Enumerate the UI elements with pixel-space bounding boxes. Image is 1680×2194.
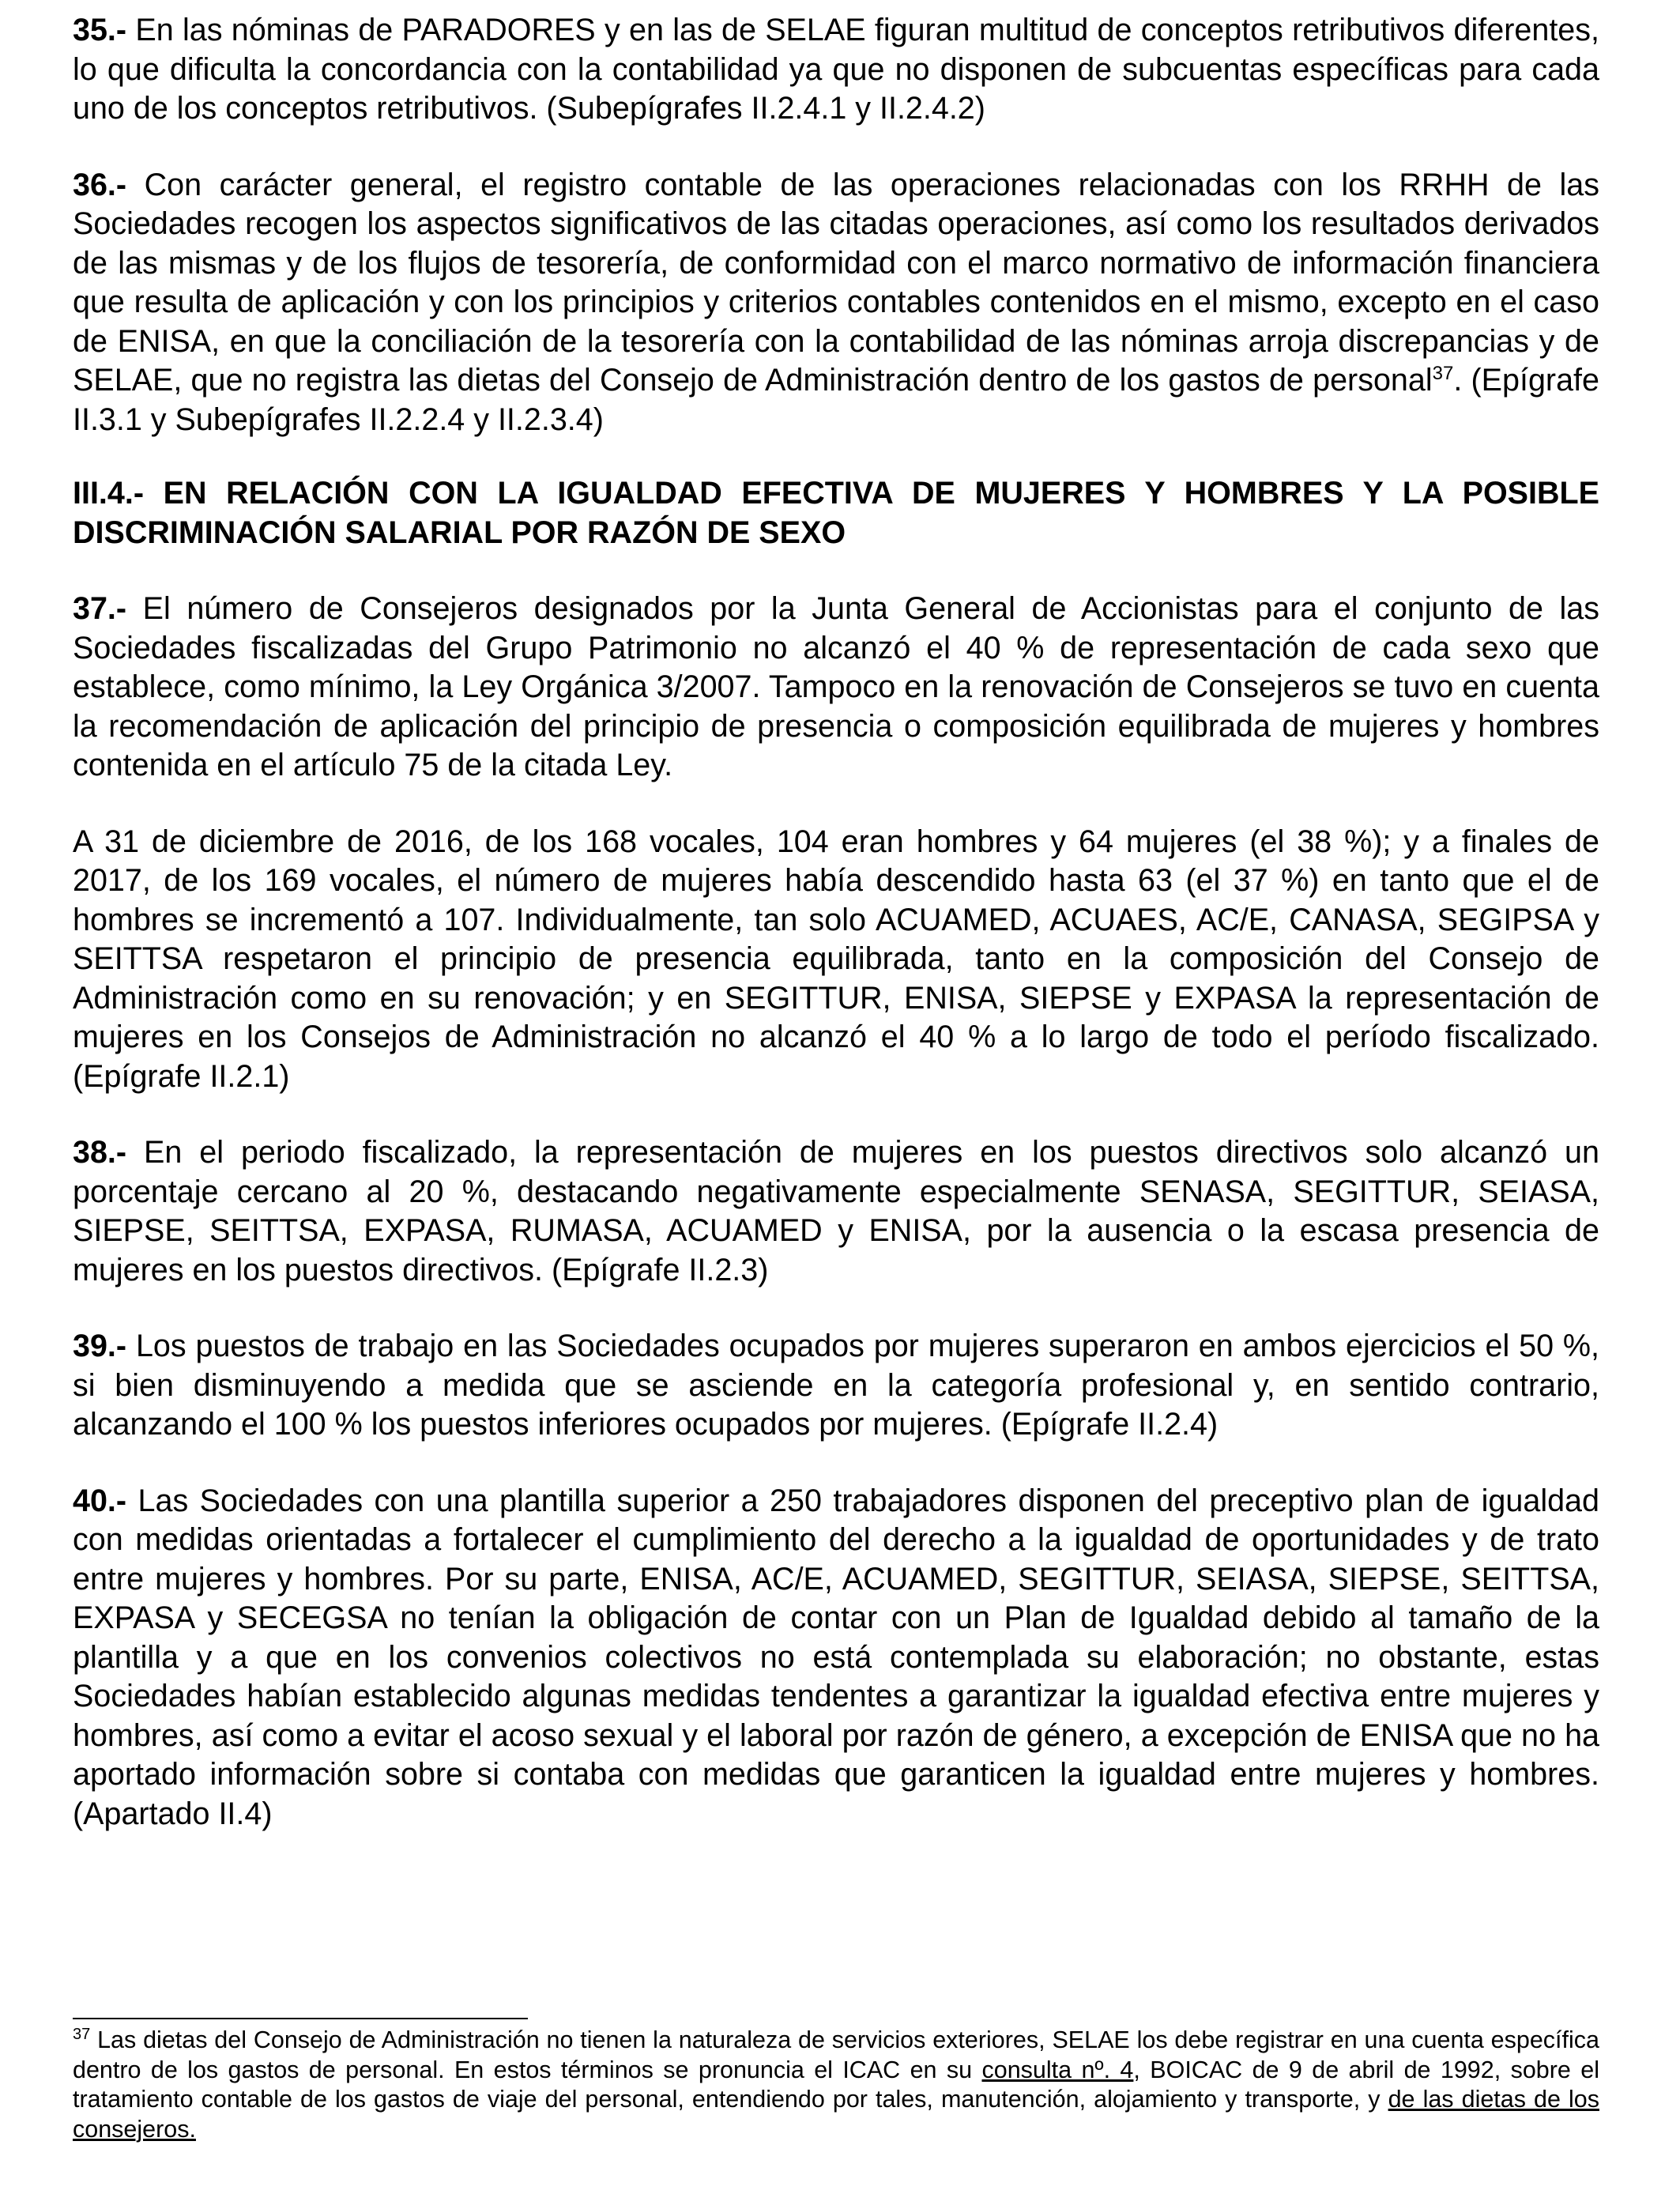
paragraph-number: 35.- [73, 13, 127, 47]
paragraph-number: 38.- [73, 1135, 127, 1170]
paragraph-text: Las Sociedades con una plantilla superior a 250 trabajadores disponen del preceptivo plan de igualdad con medidas orientadas a fortalecer el cumplimiento del derecho a la igualdad de oportunidades y de trato entre mujeres y hombres. Por su parte, ENISA, AC/E, ACUAMED, SEGITTUR, SEIASA, SIEPSE, SEITTSA, EXPASA y SECEGSA no tenían la obligación de contar con un Plan de Igualdad debido al tamaño de la plantilla y a que en los convenios colectivos no está contemplada su elaboración; no obstante, estas Sociedades habían establecido algunas medidas tendentes a garantizar la igualdad efectiva entre mujeres y hombres, así como a evitar el acoso sexual y el laboral por razón de género, a excepción de ENISA que no ha aportado información sobre si contaba con medidas que garanticen la igualdad entre mujeres y hombres. (Apartado II.4) [73, 1483, 1599, 1831]
paragraph-text: Los puestos de trabajo en las Sociedades ocupados por mujeres superaron en ambos ejercicios el 50 %, si bien disminuyendo a medida que se asciende en la categoría profesional y, en sentido contrario, alcanzando el 100 % los puestos inferiores ocupados por mujeres. (Epígrafe II.2.4) [73, 1329, 1599, 1442]
footnote-text: Las dietas del Consejo de Administración no tienen la naturaleza de servicios exteriores, SELAE los debe registrar en una cuenta específica dentro de los gastos de personal. En estos términos se pronuncia el ICAC en su [73, 2026, 1599, 2083]
footnote-text-continued: , BOICAC de 9 de abril de 1992, sobre el tratamiento contable de los gastos de viaje del personal, entendiendo por tales, manutención, alojamiento y transporte, y [73, 2056, 1600, 2113]
section-heading: III.4.- EN RELACIÓN CON LA IGUALDAD EFECTIVA DE MUJERES Y HOMBRES Y LA POSIBLE DISCRIMINACIÓN SALARIAL POR RAZÓN DE SEXO [73, 476, 1599, 550]
footnote-number: 37 [73, 2025, 91, 2043]
footnote-37 [73, 2026, 1599, 2144]
paragraph-number: 39.- [73, 1329, 127, 1363]
paragraph-text: El número de Consejeros designados por la Junta General de Accionistas para el conjunto de las Sociedades fiscalizadas del Grupo Patrimonio no alcanzó el 40 % de representación de cada sexo que establece, como mínimo, la Ley Orgánica 3/2007. Tampoco en la renovación de Consejeros se tuvo en cuenta la recomendación de aplicación del principio de presencia o composición equilibrada de mujeres y hombres contenida en el artículo 75 de la citada Ley. [73, 591, 1599, 782]
paragraph-text: Con carácter general, el registro contable de las operaciones relacionadas con los RRHH de las Sociedades recogen los aspectos significativos de las citadas operaciones, así como los resultados derivados de las mismas y de los flujos de tesorería, de conformidad con el marco normativo de información financiera que resulta de aplicación y con los principios y criterios contables contenidos en el mismo, excepto en el caso de ENISA, en que la conciliación de la tesorería con la contabilidad de las nóminas arroja discrepancias y de SELAE, que no registra las dietas del Consejo de Administración dentro de los gastos de personal [73, 167, 1599, 398]
paragraph-text: En el periodo fiscalizado, la representación de mujeres en los puestos directivos solo alcanzó un porcentaje cercano al 20 %, destacando negativamente especialmente SENASA, SEGITTUR, SEIASA, SIEPSE, SEITTSA, EXPASA, RUMASA, ACUAMED y ENISA, por la ausencia o la escasa presencia de mujeres en los puestos directivos. (Epígrafe II.2.3) [73, 1135, 1599, 1287]
footnote-link-consulta[interactable]: consulta nº. 4 [981, 2056, 1134, 2083]
paragraph-38 [73, 1133, 1599, 1290]
paragraph-number: 37.- [73, 591, 127, 626]
paragraph-35 [73, 11, 1599, 129]
footnote-reference[interactable]: 37 [1432, 362, 1454, 384]
paragraph-text: En las nóminas de PARADORES y en las de SELAE figuran multitud de conceptos retributivos diferentes, lo que dificulta la concordancia con la contabilidad ya que no disponen de subcuentas específicas para cada uno de los conceptos retributivos. (Subepígrafes II.2.4.1 y II.2.4.2) [73, 13, 1599, 126]
footnote-link-dietas[interactable]: de las dietas de los consejeros. [73, 2086, 1599, 2143]
document-body [73, 11, 1599, 1834]
paragraph-36 [73, 166, 1599, 440]
paragraph-number: 36.- [73, 167, 127, 202]
paragraph-37 [73, 590, 1599, 786]
paragraph-text-continued: . (Epígrafe II.3.1 y Subepígrafes II.2.2.4 y II.2.3.4) [73, 363, 1599, 437]
paragraph-39 [73, 1327, 1599, 1445]
paragraph-number: 40.- [73, 1483, 127, 1518]
paragraph-40 [73, 1482, 1599, 1834]
paragraph-37-continued: A 31 de diciembre de 2016, de los 168 vocales, 104 eran hombres y 64 mujeres (el 38 %); y a finales de 2017, de los 169 vocales, el número de mujeres había descendido hasta 63 (el 37 %) en tanto que el de hombres se incrementó a 107. Individualmente, tan solo ACUAMED, ACUAES, AC/E, CANASA, SEGIPSA y SEITTSA respetaron el principio de presencia equilibrada, tanto en la composición del Consejo de Administración como en su renovación; y en SEGITTUR, ENISA, SIEPSE y EXPASA la representación de mujeres en los Consejos de Administración no alcanzó el 40 % a lo largo de todo el período fiscalizado. (Epígrafe II.2.1) [73, 824, 1599, 1094]
footnote-divider [73, 2018, 528, 2019]
